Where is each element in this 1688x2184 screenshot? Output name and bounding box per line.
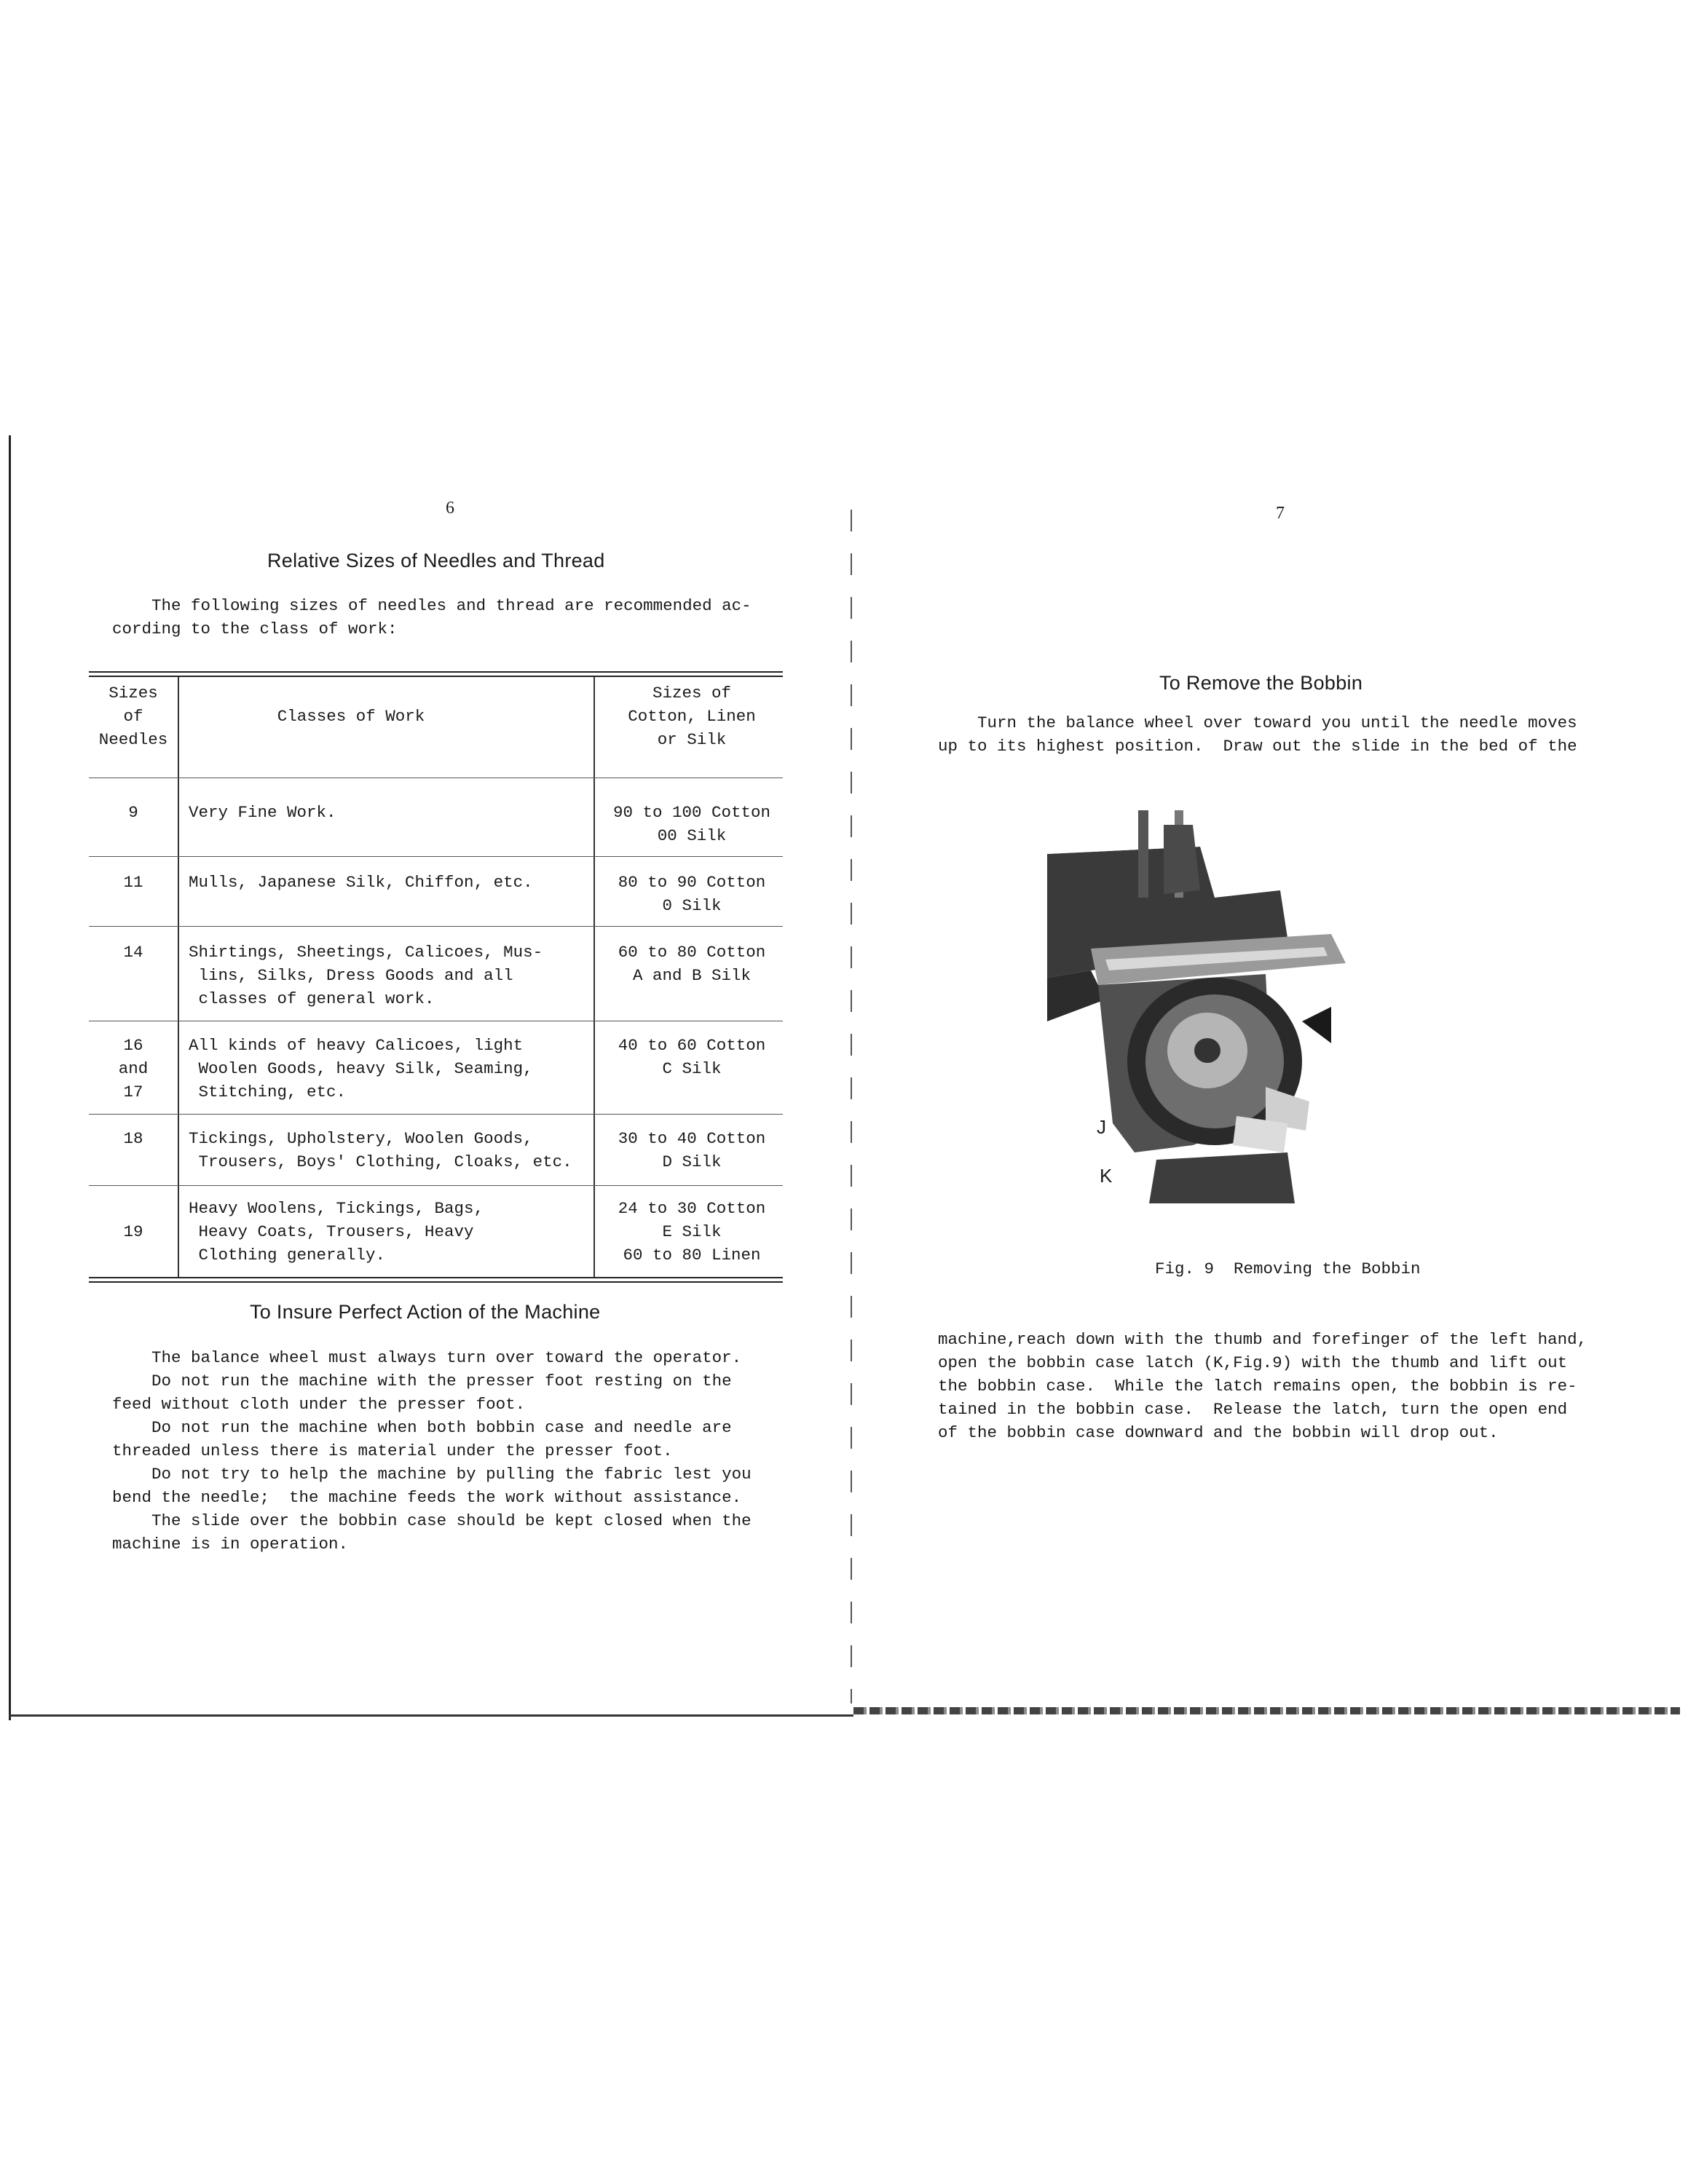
row-18-size: 18 (123, 1129, 143, 1148)
insure-action-paragraph: The balance wheel must always turn over toward the operator. Do not run the machine with the presser foot resting on the feed without cloth under the presser foot. Do not run the machine when both bobbin case and needle are threaded unless there is material under the presser foot. Do not try to help the machine by pulling the fabric lest you bend the needle; the machine feeds the work without assistance. The slide over the bobbin case should be kept closed when the machine is in operation. (112, 1348, 752, 1554)
figure-caption: Fig. 9 Removing the Bobbin (1155, 1259, 1421, 1278)
table-top-rule (89, 671, 783, 673)
row-18-work: Tickings, Upholstery, Woolen Goods, Trousers, Boys' Clothing, Cloaks, etc. (189, 1129, 572, 1171)
scan-edge-left (9, 435, 11, 1720)
table-bottom-rule (89, 1277, 783, 1278)
row-9-work: Very Fine Work. (189, 803, 336, 822)
row-16-17-size: 16 and 17 (118, 1036, 149, 1101)
table-bottom-rule (89, 1281, 783, 1283)
row-11-work: Mulls, Japanese Silk, Chiffon, etc. (189, 873, 533, 892)
page-fold (851, 510, 852, 1704)
scan-edge-bottom-left (9, 1714, 853, 1717)
row-18-thread: 30 to 40 Cotton D Silk (618, 1129, 766, 1171)
row-19-thread: 24 to 30 Cotton E Silk 60 to 80 Linen (618, 1199, 766, 1265)
table-row-divider (89, 926, 783, 927)
table-row-divider (89, 1185, 783, 1186)
header-classes-of-work: Classes of Work (277, 707, 425, 726)
row-14-size: 14 (123, 943, 143, 962)
row-11-size: 11 (123, 873, 143, 892)
row-19-work: Heavy Woolens, Tickings, Bags, Heavy Coats, Trousers, Heavy Clothing generally. (189, 1199, 484, 1265)
table-row-divider (89, 1114, 783, 1115)
section-title-insure-action: To Insure Perfect Action of the Machine (250, 1301, 601, 1323)
row-16-17-work: All kinds of heavy Calicoes, light Woolen Goods, heavy Silk, Seaming, Stitching, etc. (189, 1036, 533, 1101)
row-11-thread: 80 to 90 Cotton 0 Silk (618, 873, 766, 915)
table-row-divider (89, 856, 783, 857)
remove-bobbin-paragraph-1: Turn the balance wheel over toward you until the needle moves up to its highest position. Draw out the slide in the bed of the (938, 713, 1577, 756)
row-16-17-thread: 40 to 60 Cotton C Silk (618, 1036, 766, 1078)
table-top-rule (89, 676, 783, 677)
header-sizes-of-thread: Sizes of Cotton, Linen or Silk (628, 684, 756, 749)
scan-edge-bottom-right (853, 1707, 1680, 1714)
row-14-work: Shirtings, Sheetings, Calicoes, Mus- lins, Silks, Dress Goods and all classes of general work. (189, 943, 543, 1008)
figure-label-k: K (1100, 1165, 1113, 1187)
right-page-title: To Remove the Bobbin (1159, 672, 1363, 694)
row-9-thread: 90 to 100 Cotton 00 Silk (612, 803, 771, 845)
bobbin-photo-drawing (1047, 810, 1382, 1203)
table-column-divider (178, 677, 179, 1277)
row-19-size: 19 (123, 1222, 143, 1241)
right-page-number: 7 (1276, 504, 1285, 523)
intro-paragraph: The following sizes of needles and thread are recommended ac- cording to the class of work: (112, 596, 752, 638)
left-page-title: Relative Sizes of Needles and Thread (267, 550, 605, 571)
header-sizes-of-needles: Sizes of Needles (98, 684, 168, 749)
row-14-thread: 60 to 80 Cotton A and B Silk (618, 943, 766, 985)
needle-thread-table (89, 671, 783, 1283)
figure-label-j: J (1097, 1116, 1106, 1138)
remove-bobbin-paragraph-2: machine,reach down with the thumb and forefinger of the left hand, open the bobbin case latch (K,Fig.9) with the thumb and lift out the bobbin case. While the latch remains open, the bobbin is re- tained in the bobbin case. Release the latch, turn the open end of the bobbin case downward and the bobbin will drop out. (938, 1330, 1588, 1442)
row-9-size: 9 (128, 803, 138, 822)
left-page-number: 6 (446, 499, 454, 518)
bobbin-photo (1047, 810, 1382, 1203)
